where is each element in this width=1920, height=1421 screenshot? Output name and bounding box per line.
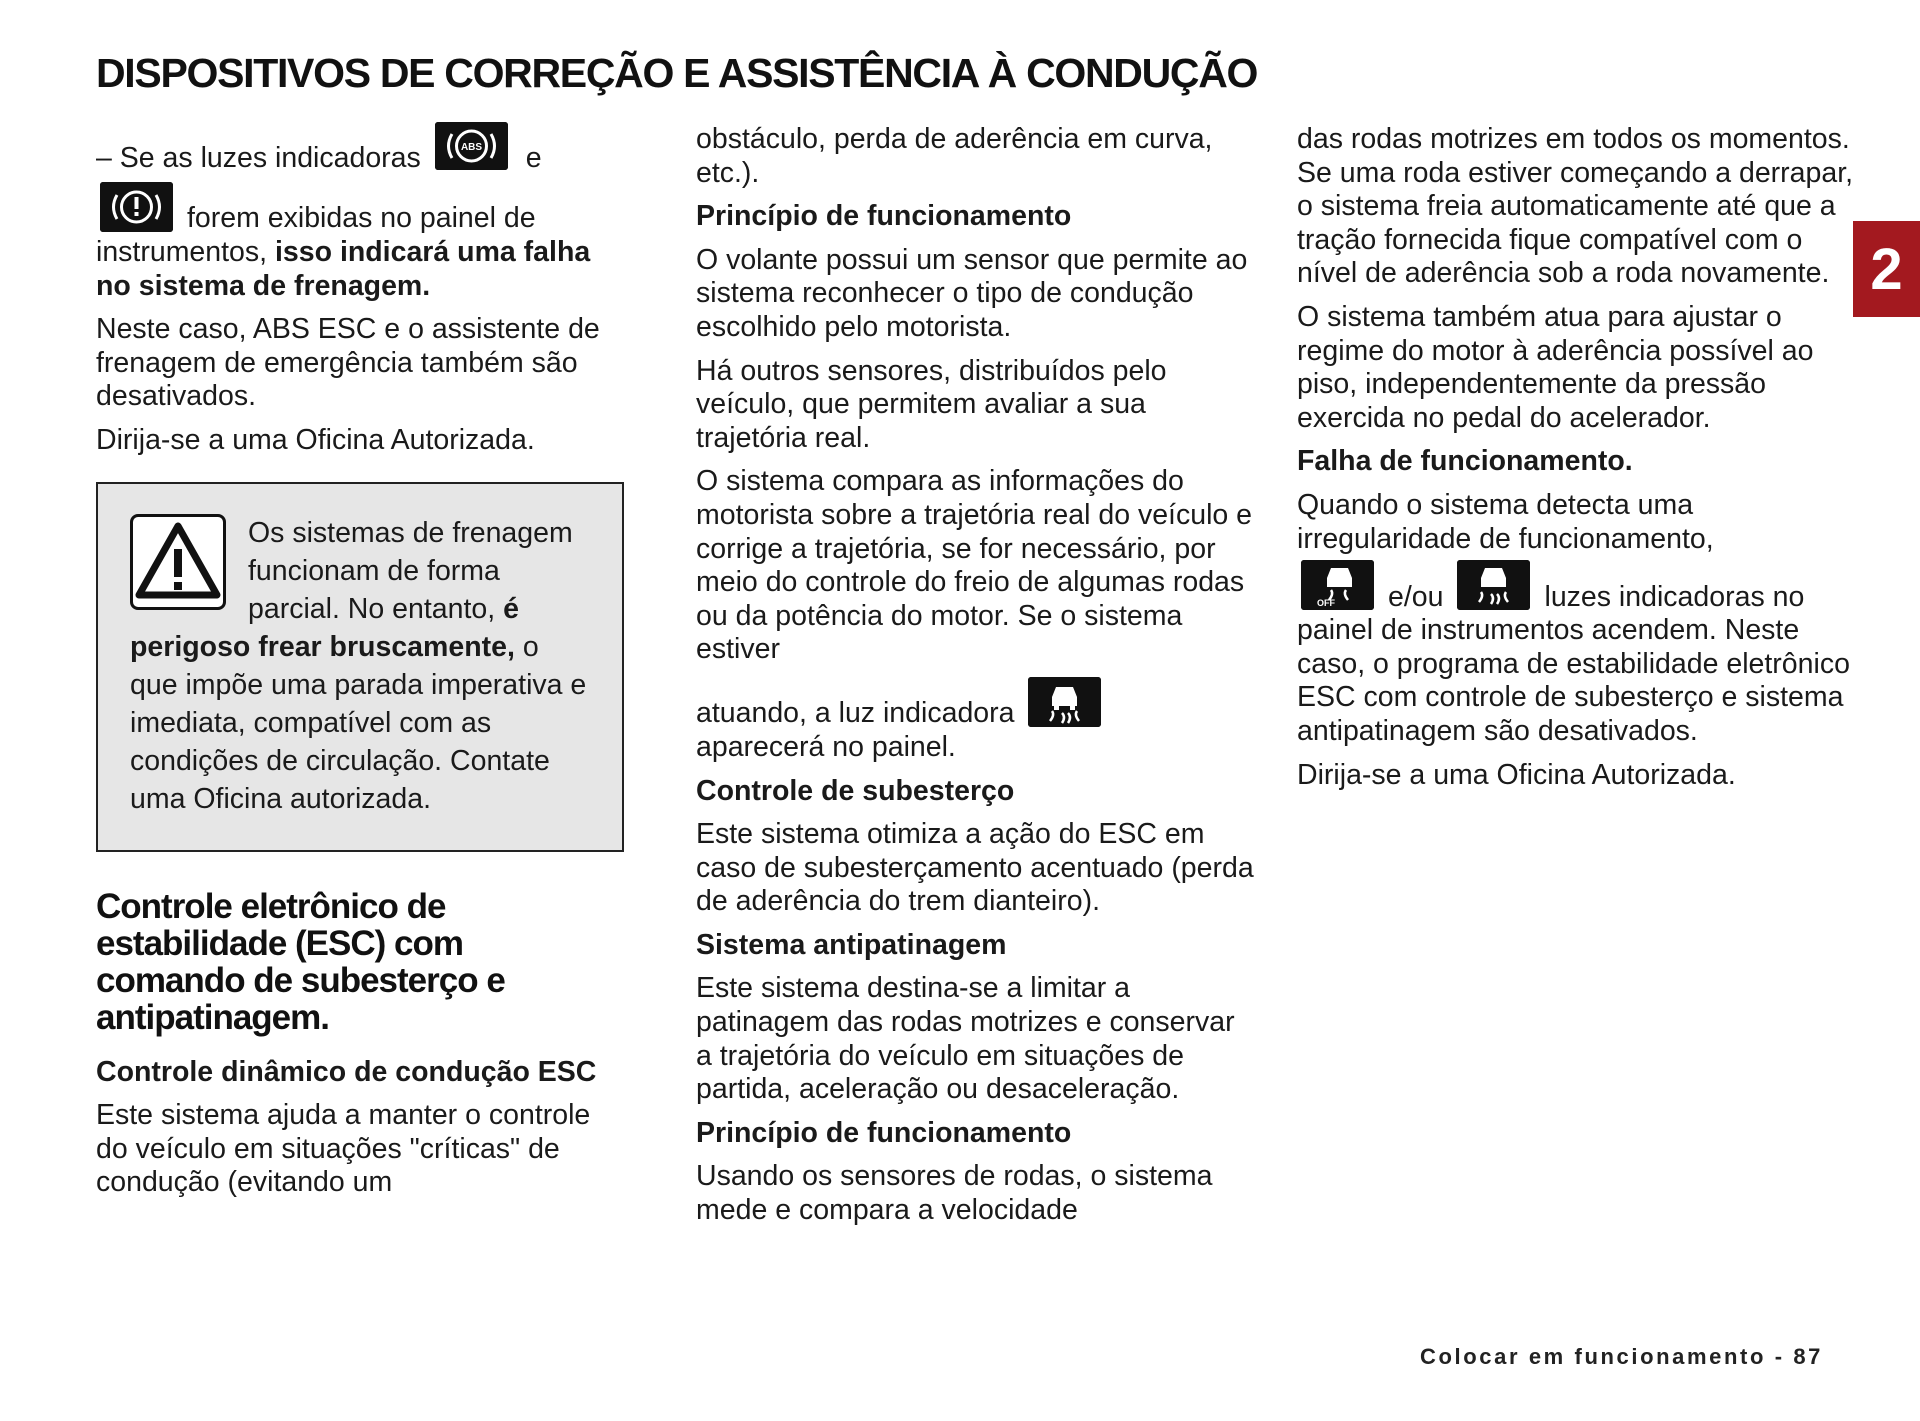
- paragraph-antiskid: Este sistema destina-se a limitar a patinagem das rodas motrizes e conservar a trajetória do veículo em situações de partida, aceleração ou desaceleração.: [696, 972, 1235, 1106]
- page-title: DISPOSITIVOS DE CORREÇÃO E ASSISTÊNCIA À CONDUÇÃO: [96, 50, 1258, 96]
- paragraph-workshop: Dirija-se a uma Oficina Autorizada.: [96, 423, 535, 456]
- paragraph-other-sensors: Há outros sensores, distribuídos pelo veículo, que permitem avaliar a sua trajetória real.: [696, 354, 1167, 454]
- paragraph-steering-sensor: O volante possui um sensor que permite ao sistema reconhecer o tipo de condução escolhido pelo motorista.: [696, 243, 1248, 343]
- brake-warning-icon: [100, 182, 173, 232]
- paragraph-esc-disabled: painel de instrumentos acendem. Neste caso, o programa de estabilidade eletrônico ESC com controle de subesterço e sistema antipatinagem são desativados.: [1297, 614, 1850, 747]
- abs-icon-label: ABS: [460, 142, 482, 153]
- column-3: [1297, 123, 1857, 802]
- esc-active-icon: [1028, 677, 1101, 727]
- paragraph-warning-lights: – Se as luzes indicadoras ABS e forem exibidas no painel de instrumentos, isso indicará uma falha no sistema de frenagem.: [96, 122, 616, 303]
- paragraph-indicator: atuando, a luz indicadora: [696, 677, 1256, 731]
- paragraph-obstacle: obstáculo, perda de aderência em curva, etc.).: [696, 123, 1213, 189]
- subheading-antiskid: Sistema antipatinagem: [696, 928, 1007, 961]
- subheading-principle-1: Princípio de funcionamento: [696, 200, 1072, 233]
- paragraph-compare: O sistema compara as informações do motorista sobre a trajetória real do veículo e corrige a trajetória, se for necessário, por meio do controle do freio de algumas rodas ou da potência do motor. Se o sistema estiver: [696, 465, 1253, 666]
- paragraph-workshop-2: Dirija-se a uma Oficina Autorizada.: [1297, 758, 1736, 791]
- esc-active-icon-2: [1457, 560, 1530, 610]
- warning-triangle-icon: [130, 514, 226, 610]
- paragraph-panel: aparecerá no painel.: [696, 730, 956, 763]
- page-footer: Colocar em funcionamento - 87: [1420, 1344, 1824, 1369]
- esc-off-label: OFF: [1317, 598, 1335, 609]
- esc-off-icon: [1301, 560, 1374, 610]
- column-1: [96, 122, 616, 1210]
- chapter-tab: 2: [1853, 221, 1920, 317]
- subheading-dynamic-control: Controle dinâmico de condução ESC: [96, 1055, 597, 1088]
- paragraph-understeer: Este sistema otimiza a ação do ESC em caso de subesterçamento acentuado (perda de aderência do trem dianteiro).: [696, 818, 1254, 918]
- paragraph-driving-wheels: das rodas motrizes em todos os momentos. Se uma roda estiver começando a derrapar, o sistema freia automaticamente até que a tração fornecida fique compatível com o nível de aderência sob a roda novamente.: [1297, 123, 1854, 290]
- subheading-understeer: Controle de subesterço: [696, 774, 1015, 807]
- paragraph-indicator-icons: OFF e/ou luzes indicadoras no: [1297, 560, 1857, 614]
- abs-warning-icon: [435, 122, 508, 170]
- section-heading-esc: Controle eletrônico de estabilidade (ESC) com comando de subesterço e antipatinagem.: [96, 886, 505, 1037]
- paragraph-engine-regime: O sistema também atua para ajustar o regime do motor à aderência possível ao piso, independentemente da pressão exercida no pedal do acelerador.: [1297, 300, 1814, 434]
- subheading-principle-2: Princípio de funcionamento: [696, 1116, 1072, 1149]
- column-2: [696, 123, 1256, 1238]
- paragraph-esc-intro: Este sistema ajuda a manter o controle do veículo em situações "críticas" de condução (evitando um: [96, 1099, 591, 1199]
- paragraph-abs-disabled: Neste caso, ABS ESC e o assistente de frenagem de emergência também são desativados.: [96, 313, 600, 413]
- paragraph-detects: Quando o sistema detecta uma irregularidade de funcionamento,: [1297, 488, 1714, 555]
- subheading-malfunction: Falha de funcionamento.: [1297, 445, 1633, 478]
- warning-text: Os sistemas de frenagem funcionam de forma parcial. No entanto, é perigoso frear bruscamente, o que impõe uma parada imperativa e imediata, compatível com as condições de circulação. Contate uma Oficina autorizada.: [130, 516, 587, 815]
- paragraph-wheel-sensors: Usando os sensores de rodas, o sistema mede e compara a velocidade: [696, 1160, 1213, 1227]
- warning-box: [96, 482, 624, 852]
